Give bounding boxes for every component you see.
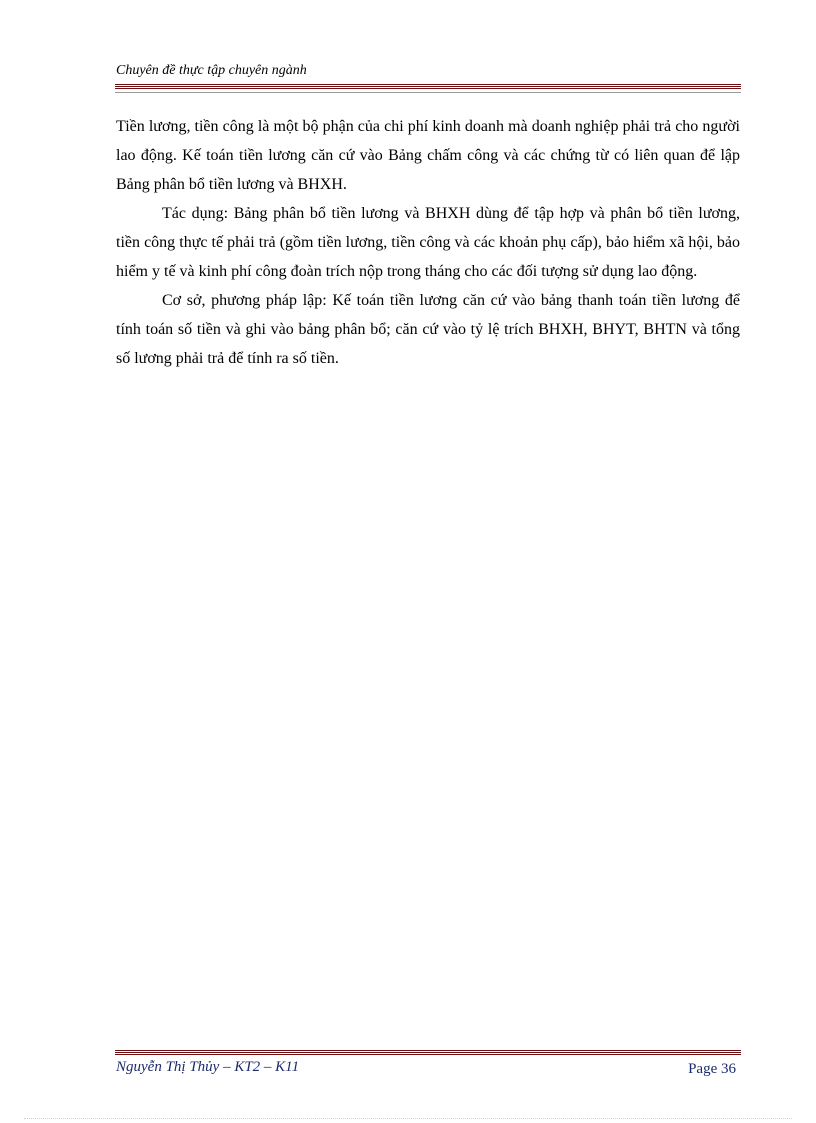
footer-author: Nguyễn Thị Thủy – KT2 – K11 (116, 1059, 300, 1075)
paragraph-purpose: Tác dụng: Bảng phân bổ tiền lương và BHXH dùng để tập hợp và phân bổ tiền lương, tiền công thực tế phải trả (gồm tiền lương, tiền công và các khoản phụ cấp), bảo hiểm xã hội, bảo hiểm y tế và kinh phí công đoàn trích nộp trong tháng cho các đối tượng sử dụng lao động. (116, 205, 740, 280)
header-rule (115, 84, 741, 90)
page-edge-divider (24, 1118, 792, 1119)
page-number: Page 36 (688, 1061, 736, 1077)
footer-rule (115, 1050, 741, 1056)
paragraph-intro: Tiền lương, tiền công là một bộ phận của chi phí kinh doanh mà doanh nghiệp phải trả cho người lao động. Kế toán tiền lương căn cứ vào Bảng chấm công và các chứng từ có liên quan để lập Bảng phân bổ tiền lương và BHXH. (116, 118, 740, 193)
header-title: Chuyên đề thực tập chuyên ngành (116, 63, 307, 78)
header-rule-thin (115, 92, 741, 93)
paragraph-method: Cơ sở, phương pháp lập: Kế toán tiền lương căn cứ vào bảng thanh toán tiền lương để tính toán số tiền và ghi vào bảng phân bổ; căn cứ vào tỷ lệ trích BHXH, BHYT, BHTN và tổng số lương phải trả để tính ra số tiền. (116, 292, 740, 367)
body-text (116, 112, 740, 373)
